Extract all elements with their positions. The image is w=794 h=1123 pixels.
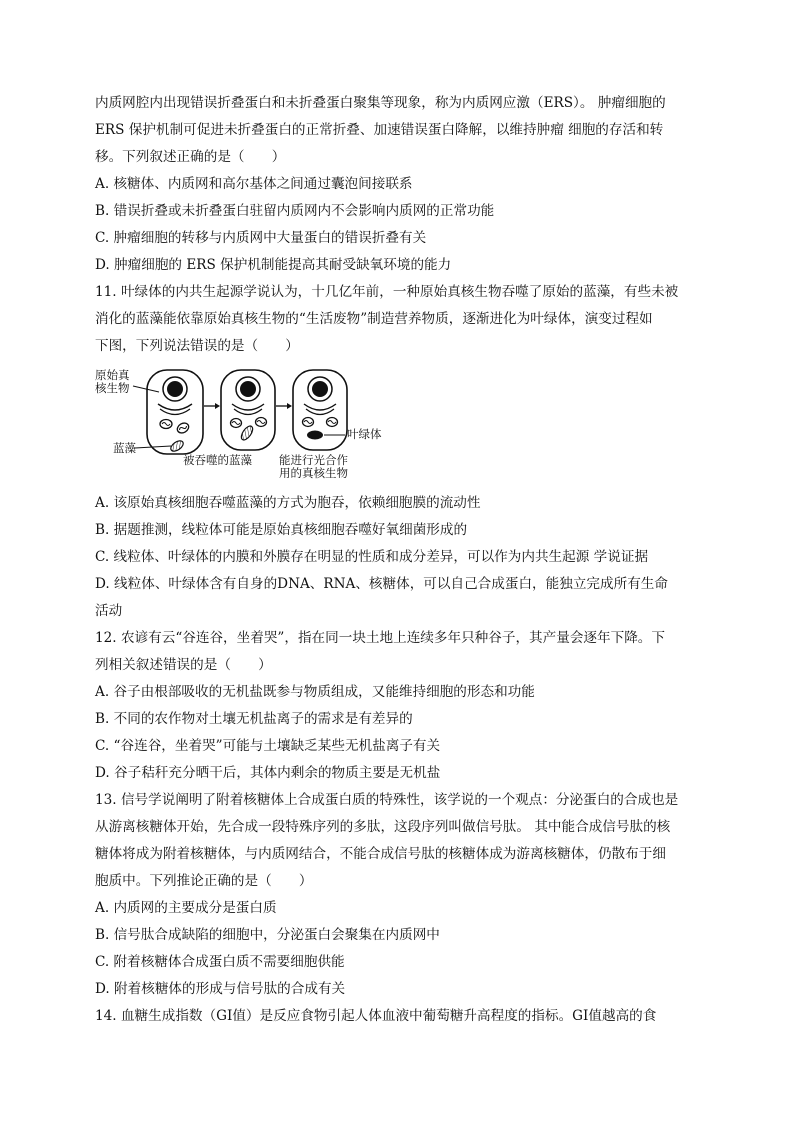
stem-line: 消化的蓝藻能依靠原始真核生物的“生活废物”制造营养物质，逐渐进化为叶绿体，演变过程如 bbox=[95, 311, 653, 327]
option-a: A. 该原始真核细胞吞噬蓝藻的方式为胞吞，依赖细胞膜的流动性 bbox=[95, 495, 481, 511]
option-a: A. 核糖体、内质网和高尔基体之间通过囊泡间接联系 bbox=[95, 176, 413, 192]
option-b: B. 信号肽合成缺陷的细胞中，分泌蛋白会聚集在内质网中 bbox=[95, 927, 440, 943]
stem-line: 内质网腔内出现错误折叠蛋白和未折叠蛋白聚集等现象，称为内质网应激（ERS）。 肿瘤细胞的 bbox=[95, 95, 666, 111]
option-b: B. 据题推测，线粒体可能是原始真核细胞吞噬好氧细菌形成的 bbox=[95, 522, 468, 538]
page-content bbox=[95, 90, 695, 1030]
photosynthetic-eukaryote-cell bbox=[293, 370, 347, 450]
chloroplast bbox=[307, 431, 323, 440]
option-c: C. 肿瘤细胞的转移与内质网中大量蛋白的错误折叠有关 bbox=[95, 230, 427, 246]
option-d: D. 谷子秸秆充分晒干后，其体内剩余的物质主要是无机盐 bbox=[95, 765, 441, 781]
arrow-icon bbox=[276, 403, 292, 409]
stem-line: 移。下列叙述正确的是（ ） bbox=[95, 149, 286, 165]
option-b: B. 不同的农作物对土壤无机盐离子的需求是有差异的 bbox=[95, 711, 413, 727]
question-12 bbox=[95, 625, 695, 787]
label-photosynthetic-eukaryote: 能进行光合作 用的真核生物 bbox=[279, 453, 348, 480]
option-a: A. 谷子由根部吸收的无机盐既参与物质组成，又能维持细胞的形态和功能 bbox=[95, 684, 535, 700]
question-10 bbox=[95, 90, 695, 279]
endosymbiosis-diagram bbox=[95, 366, 455, 484]
label-primitive-eukaryote: 原始真 核生物 bbox=[95, 368, 130, 395]
option-d-line: 活动 bbox=[95, 603, 123, 619]
stem-line: 列相关叙述错误的是（ ） bbox=[95, 657, 272, 673]
stem-line: 下图，下列说法错误的是（ ） bbox=[95, 338, 299, 354]
option-d: D. 肿瘤细胞的 ERS 保护机制能提高其耐受缺氧环境的能力 bbox=[95, 257, 452, 273]
label-cyanobacteria: 蓝藻 bbox=[113, 441, 136, 455]
option-d bbox=[95, 571, 695, 625]
question-11 bbox=[95, 279, 695, 625]
option-b: B. 错误折叠或未折叠蛋白驻留内质网内不会影响内质网的正常功能 bbox=[95, 203, 495, 219]
option-c: C. 线粒体、叶绿体的内膜和外膜存在明显的性质和成分差异，可以作为内共生起源 学说证据 bbox=[95, 549, 649, 565]
option-a: A. 内质网的主要成分是蛋白质 bbox=[95, 900, 277, 916]
stem-line: 12. 农谚有云“谷连谷，坐着哭”，指在同一块土地上连续多年只种谷子，其产量会逐年下降。下 bbox=[95, 630, 665, 646]
question-14 bbox=[95, 1003, 695, 1030]
stem-line: 11. 叶绿体的内共生起源学说认为，十几亿年前，一种原始真核生物吞噬了原始的蓝藻，有些未被 bbox=[95, 284, 679, 300]
option-d: D. 附着核糖体的形成与信号肽的合成有关 bbox=[95, 981, 346, 997]
stem-line: 糖体将成为附着核糖体，与内质网结合，不能合成信号肽的核糖体成为游离核糖体，仍散布于细 bbox=[95, 846, 666, 862]
question-12-stem bbox=[95, 625, 695, 679]
question-11-stem bbox=[95, 279, 695, 360]
option-c: C. “谷连谷，坐着哭”可能与土壤缺乏某些无机盐离子有关 bbox=[95, 738, 441, 754]
label-chloroplast: 叶绿体 bbox=[347, 427, 382, 441]
primitive-eukaryote-cell bbox=[147, 370, 203, 454]
question-14-stem bbox=[95, 1003, 695, 1030]
stem-line: 13. 信号学说阐明了附着核糖体上合成蛋白质的特殊性，该学说的一个观点：分泌蛋白的合成也是 bbox=[95, 792, 679, 808]
stem-line: ERS 保护机制可促进未折叠蛋白的正常折叠、加速错误蛋白降解，以维持肿瘤 细胞的存活和转 bbox=[95, 122, 664, 138]
question-13-stem bbox=[95, 787, 695, 895]
question-13 bbox=[95, 787, 695, 1003]
stem-line: 14. 血糖生成指数（GI值）是反应食物引起人体血液中葡萄糖升高程度的指标。GI值越高的食 bbox=[95, 1008, 657, 1024]
option-c: C. 附着核糖体合成蛋白质不需要细胞供能 bbox=[95, 954, 345, 970]
arrow-icon bbox=[204, 403, 220, 409]
stem-line: 胞质中。下列推论正确的是（ ） bbox=[95, 873, 313, 889]
option-d-line: D. 线粒体、叶绿体含有自身的DNA、RNA、核糖体，可以自己合成蛋白，能独立完成所有生命 bbox=[95, 576, 668, 592]
stem-line: 从游离核糖体开始，先合成一段特殊序列的多肽，这段序列叫做信号肽。 其中能合成信号肽的核 bbox=[95, 819, 671, 835]
label-engulfed-cyanobacteria: 被吞噬的蓝藻 bbox=[183, 453, 252, 467]
endosymbiosis-figure bbox=[95, 366, 455, 484]
engulfing-cell bbox=[221, 370, 275, 450]
question-10-stem bbox=[95, 90, 695, 171]
